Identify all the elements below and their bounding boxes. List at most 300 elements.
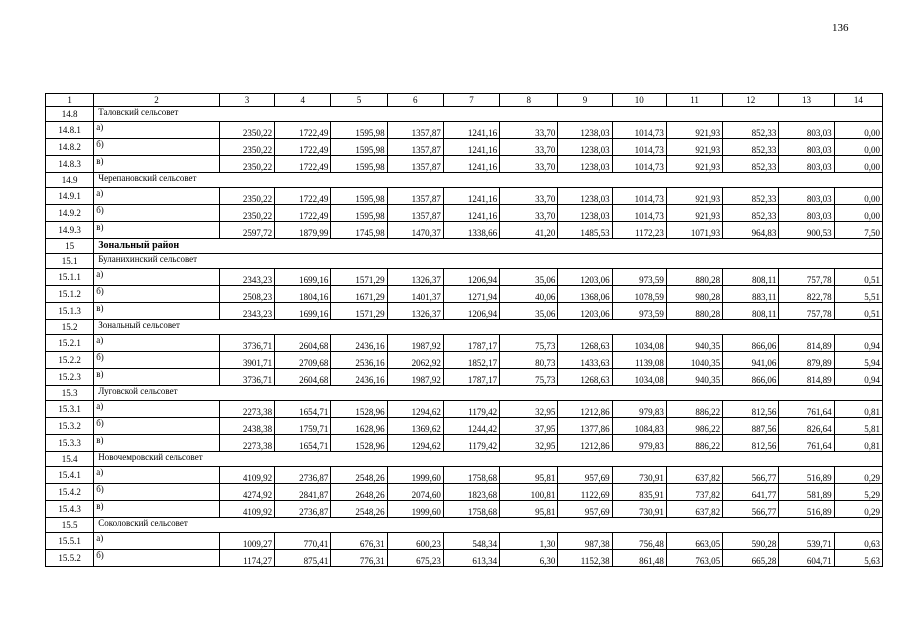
cell-value: 2350,22 bbox=[219, 205, 274, 222]
section-title: Таловский сельсовет bbox=[94, 107, 883, 122]
cell-value: 1999,60 bbox=[387, 467, 443, 484]
row-code: 15.2.3 bbox=[46, 369, 94, 386]
cell-value: 763,05 bbox=[666, 550, 722, 567]
cell-value: 2648,26 bbox=[331, 484, 387, 501]
table-row bbox=[46, 418, 883, 435]
cell-value: 1034,08 bbox=[612, 335, 666, 352]
cell-value: 900,53 bbox=[779, 222, 834, 239]
cell-value: 2841,87 bbox=[275, 484, 331, 501]
cell-value: 613,34 bbox=[443, 550, 499, 567]
row-variant: б) bbox=[94, 550, 220, 567]
section-row bbox=[46, 173, 883, 188]
cell-value: 921,93 bbox=[666, 139, 722, 156]
cell-value: 880,28 bbox=[666, 269, 722, 286]
cell-value: 3736,71 bbox=[219, 335, 274, 352]
cell-value: 1987,92 bbox=[387, 335, 443, 352]
section-code: 14.9 bbox=[46, 173, 94, 188]
cell-value: 4109,92 bbox=[219, 467, 274, 484]
cell-value: 1787,17 bbox=[443, 369, 499, 386]
cell-value: 33,70 bbox=[500, 122, 558, 139]
cell-value: 1238,03 bbox=[558, 156, 612, 173]
column-header: 6 bbox=[387, 94, 443, 107]
table-row bbox=[46, 139, 883, 156]
cell-value: 1152,38 bbox=[558, 550, 612, 567]
cell-value: 37,95 bbox=[500, 418, 558, 435]
cell-value: 2436,16 bbox=[331, 335, 387, 352]
cell-value: 75,73 bbox=[500, 369, 558, 386]
cell-value: 835,91 bbox=[612, 484, 666, 501]
cell-value: 641,77 bbox=[723, 484, 779, 501]
cell-value: 1271,94 bbox=[443, 286, 499, 303]
row-code: 14.9.2 bbox=[46, 205, 94, 222]
cell-value: 921,93 bbox=[666, 156, 722, 173]
cell-value: 1238,03 bbox=[558, 188, 612, 205]
cell-value: 875,41 bbox=[275, 550, 331, 567]
cell-value: 1294,62 bbox=[387, 435, 443, 452]
cell-value: 2736,87 bbox=[275, 467, 331, 484]
cell-value: 2709,68 bbox=[275, 352, 331, 369]
cell-value: 1034,08 bbox=[612, 369, 666, 386]
cell-value: 826,64 bbox=[779, 418, 834, 435]
cell-value: 0,81 bbox=[834, 401, 882, 418]
cell-value: 1206,94 bbox=[443, 269, 499, 286]
section-row bbox=[46, 518, 883, 533]
cell-value: 1528,96 bbox=[331, 401, 387, 418]
cell-value: 1377,86 bbox=[558, 418, 612, 435]
row-variant: б) bbox=[94, 418, 220, 435]
cell-value: 1203,06 bbox=[558, 269, 612, 286]
cell-value: 1241,16 bbox=[443, 139, 499, 156]
cell-value: 1238,03 bbox=[558, 139, 612, 156]
cell-value: 0,29 bbox=[834, 501, 882, 518]
cell-value: 964,83 bbox=[723, 222, 779, 239]
row-code: 14.9.3 bbox=[46, 222, 94, 239]
row-variant: а) bbox=[94, 533, 220, 550]
table-row bbox=[46, 156, 883, 173]
table-row bbox=[46, 484, 883, 501]
cell-value: 1759,71 bbox=[275, 418, 331, 435]
cell-value: 940,35 bbox=[666, 369, 722, 386]
cell-value: 887,56 bbox=[723, 418, 779, 435]
cell-value: 1244,42 bbox=[443, 418, 499, 435]
cell-value: 33,70 bbox=[500, 156, 558, 173]
cell-value: 1,30 bbox=[500, 533, 558, 550]
row-variant: в) bbox=[94, 303, 220, 320]
cell-value: 516,89 bbox=[779, 501, 834, 518]
cell-value: 1745,98 bbox=[331, 222, 387, 239]
cell-value: 987,38 bbox=[558, 533, 612, 550]
cell-value: 1040,35 bbox=[666, 352, 722, 369]
row-code: 15.3.2 bbox=[46, 418, 94, 435]
table-row bbox=[46, 550, 883, 567]
cell-value: 566,77 bbox=[723, 501, 779, 518]
row-code: 15.5.1 bbox=[46, 533, 94, 550]
cell-value: 2062,92 bbox=[387, 352, 443, 369]
cell-value: 2350,22 bbox=[219, 156, 274, 173]
table-row bbox=[46, 188, 883, 205]
cell-value: 2343,23 bbox=[219, 303, 274, 320]
row-variant: а) bbox=[94, 467, 220, 484]
cell-value: 1654,71 bbox=[275, 435, 331, 452]
cell-value: 3736,71 bbox=[219, 369, 274, 386]
cell-value: 1987,92 bbox=[387, 369, 443, 386]
cell-value: 1628,96 bbox=[331, 418, 387, 435]
cell-value: 1571,29 bbox=[331, 303, 387, 320]
section-title: Луговской сельсовет bbox=[94, 386, 883, 401]
cell-value: 1595,98 bbox=[331, 139, 387, 156]
cell-value: 1595,98 bbox=[331, 205, 387, 222]
cell-value: 665,28 bbox=[723, 550, 779, 567]
cell-value: 1122,69 bbox=[558, 484, 612, 501]
cell-value: 100,81 bbox=[500, 484, 558, 501]
cell-value: 1357,87 bbox=[387, 139, 443, 156]
table-row bbox=[46, 286, 883, 303]
cell-value: 95,81 bbox=[500, 467, 558, 484]
cell-value: 0,94 bbox=[834, 369, 882, 386]
section-row bbox=[46, 254, 883, 269]
cell-value: 32,95 bbox=[500, 435, 558, 452]
section-row bbox=[46, 239, 883, 254]
cell-value: 33,70 bbox=[500, 188, 558, 205]
cell-value: 7,50 bbox=[834, 222, 882, 239]
cell-value: 921,93 bbox=[666, 205, 722, 222]
row-code: 15.4.2 bbox=[46, 484, 94, 501]
row-code: 15.5.2 bbox=[46, 550, 94, 567]
cell-value: 761,64 bbox=[779, 401, 834, 418]
cell-value: 814,89 bbox=[779, 335, 834, 352]
row-code: 15.3.1 bbox=[46, 401, 94, 418]
section-title: Черепановский сельсовет bbox=[94, 173, 883, 188]
row-variant: а) bbox=[94, 269, 220, 286]
table-row bbox=[46, 303, 883, 320]
cell-value: 2273,38 bbox=[219, 435, 274, 452]
cell-value: 852,33 bbox=[723, 139, 779, 156]
cell-value: 0,51 bbox=[834, 269, 882, 286]
cell-value: 979,83 bbox=[612, 401, 666, 418]
section-code: 15.1 bbox=[46, 254, 94, 269]
cell-value: 539,71 bbox=[779, 533, 834, 550]
cell-value: 2350,22 bbox=[219, 139, 274, 156]
cell-value: 1014,73 bbox=[612, 139, 666, 156]
cell-value: 5,81 bbox=[834, 418, 882, 435]
cell-value: 941,06 bbox=[723, 352, 779, 369]
cell-value: 2736,87 bbox=[275, 501, 331, 518]
cell-value: 1671,29 bbox=[331, 286, 387, 303]
row-variant: б) bbox=[94, 139, 220, 156]
cell-value: 2273,38 bbox=[219, 401, 274, 418]
cell-value: 0,29 bbox=[834, 467, 882, 484]
cell-value: 2548,26 bbox=[331, 501, 387, 518]
row-code: 15.4.1 bbox=[46, 467, 94, 484]
cell-value: 921,93 bbox=[666, 122, 722, 139]
section-code: 15.3 bbox=[46, 386, 94, 401]
cell-value: 737,82 bbox=[666, 484, 722, 501]
section-row bbox=[46, 452, 883, 467]
cell-value: 1357,87 bbox=[387, 188, 443, 205]
cell-value: 33,70 bbox=[500, 139, 558, 156]
row-variant: в) bbox=[94, 156, 220, 173]
cell-value: 32,95 bbox=[500, 401, 558, 418]
table-row bbox=[46, 122, 883, 139]
cell-value: 1203,06 bbox=[558, 303, 612, 320]
section-title: Буланихинский сельсовет bbox=[94, 254, 883, 269]
cell-value: 600,23 bbox=[387, 533, 443, 550]
cell-value: 803,03 bbox=[779, 188, 834, 205]
cell-value: 1357,87 bbox=[387, 156, 443, 173]
section-code: 15.5 bbox=[46, 518, 94, 533]
cell-value: 40,06 bbox=[500, 286, 558, 303]
cell-value: 516,89 bbox=[779, 467, 834, 484]
cell-value: 1241,16 bbox=[443, 122, 499, 139]
cell-value: 1014,73 bbox=[612, 188, 666, 205]
row-variant: б) bbox=[94, 286, 220, 303]
cell-value: 957,69 bbox=[558, 467, 612, 484]
cell-value: 1433,63 bbox=[558, 352, 612, 369]
row-variant: б) bbox=[94, 484, 220, 501]
cell-value: 1294,62 bbox=[387, 401, 443, 418]
section-code: 14.8 bbox=[46, 107, 94, 122]
row-variant: а) bbox=[94, 335, 220, 352]
row-code: 15.3.3 bbox=[46, 435, 94, 452]
row-variant: а) bbox=[94, 188, 220, 205]
cell-value: 973,59 bbox=[612, 269, 666, 286]
column-header-row bbox=[46, 94, 883, 107]
cell-value: 1241,16 bbox=[443, 188, 499, 205]
column-header: 8 bbox=[500, 94, 558, 107]
cell-value: 1823,68 bbox=[443, 484, 499, 501]
cell-value: 986,22 bbox=[666, 418, 722, 435]
cell-value: 1238,03 bbox=[558, 122, 612, 139]
table-row bbox=[46, 467, 883, 484]
cell-value: 0,00 bbox=[834, 139, 882, 156]
cell-value: 1338,66 bbox=[443, 222, 499, 239]
table-row bbox=[46, 435, 883, 452]
cell-value: 973,59 bbox=[612, 303, 666, 320]
cell-value: 2548,26 bbox=[331, 467, 387, 484]
cell-value: 812,56 bbox=[723, 435, 779, 452]
column-header: 4 bbox=[275, 94, 331, 107]
cell-value: 1174,27 bbox=[219, 550, 274, 567]
cell-value: 1238,03 bbox=[558, 205, 612, 222]
cell-value: 0,63 bbox=[834, 533, 882, 550]
cell-value: 1804,16 bbox=[275, 286, 331, 303]
cell-value: 1014,73 bbox=[612, 156, 666, 173]
cell-value: 5,94 bbox=[834, 352, 882, 369]
row-variant: а) bbox=[94, 122, 220, 139]
cell-value: 1470,37 bbox=[387, 222, 443, 239]
cell-value: 4109,92 bbox=[219, 501, 274, 518]
row-code: 15.1.1 bbox=[46, 269, 94, 286]
cell-value: 1357,87 bbox=[387, 205, 443, 222]
cell-value: 5,63 bbox=[834, 550, 882, 567]
cell-value: 1071,93 bbox=[666, 222, 722, 239]
cell-value: 852,33 bbox=[723, 122, 779, 139]
cell-value: 0,81 bbox=[834, 435, 882, 452]
cell-value: 852,33 bbox=[723, 205, 779, 222]
cell-value: 1139,08 bbox=[612, 352, 666, 369]
cell-value: 0,00 bbox=[834, 122, 882, 139]
cell-value: 2536,16 bbox=[331, 352, 387, 369]
section-row bbox=[46, 386, 883, 401]
cell-value: 957,69 bbox=[558, 501, 612, 518]
cell-value: 637,82 bbox=[666, 501, 722, 518]
cell-value: 980,28 bbox=[666, 286, 722, 303]
cell-value: 1084,83 bbox=[612, 418, 666, 435]
cell-value: 675,23 bbox=[387, 550, 443, 567]
cell-value: 1014,73 bbox=[612, 122, 666, 139]
table-row bbox=[46, 222, 883, 239]
cell-value: 1212,86 bbox=[558, 435, 612, 452]
row-variant: в) bbox=[94, 222, 220, 239]
cell-value: 637,82 bbox=[666, 467, 722, 484]
cell-value: 1787,17 bbox=[443, 335, 499, 352]
cell-value: 2436,16 bbox=[331, 369, 387, 386]
cell-value: 1326,37 bbox=[387, 269, 443, 286]
column-header: 1 bbox=[46, 94, 94, 107]
cell-value: 2350,22 bbox=[219, 188, 274, 205]
cell-value: 2597,72 bbox=[219, 222, 274, 239]
cell-value: 1595,98 bbox=[331, 156, 387, 173]
column-header: 13 bbox=[779, 94, 834, 107]
cell-value: 1078,59 bbox=[612, 286, 666, 303]
column-header: 14 bbox=[834, 94, 882, 107]
cell-value: 2508,23 bbox=[219, 286, 274, 303]
cell-value: 1206,94 bbox=[443, 303, 499, 320]
cell-value: 5,51 bbox=[834, 286, 882, 303]
row-variant: в) bbox=[94, 369, 220, 386]
cell-value: 1009,27 bbox=[219, 533, 274, 550]
cell-value: 866,06 bbox=[723, 335, 779, 352]
cell-value: 0,00 bbox=[834, 205, 882, 222]
row-code: 14.8.3 bbox=[46, 156, 94, 173]
row-code: 15.1.2 bbox=[46, 286, 94, 303]
cell-value: 0,00 bbox=[834, 188, 882, 205]
cell-value: 886,22 bbox=[666, 435, 722, 452]
cell-value: 1485,53 bbox=[558, 222, 612, 239]
cell-value: 5,29 bbox=[834, 484, 882, 501]
cell-value: 1595,98 bbox=[331, 188, 387, 205]
cell-value: 1268,63 bbox=[558, 335, 612, 352]
cell-value: 1241,16 bbox=[443, 156, 499, 173]
cell-value: 6,30 bbox=[500, 550, 558, 567]
cell-value: 1722,49 bbox=[275, 188, 331, 205]
cell-value: 1241,16 bbox=[443, 205, 499, 222]
cell-value: 803,03 bbox=[779, 156, 834, 173]
row-variant: а) bbox=[94, 401, 220, 418]
cell-value: 808,11 bbox=[723, 269, 779, 286]
table-row bbox=[46, 401, 883, 418]
section-title: Зональный район bbox=[94, 239, 883, 254]
cell-value: 1654,71 bbox=[275, 401, 331, 418]
cell-value: 581,89 bbox=[779, 484, 834, 501]
table-row bbox=[46, 369, 883, 386]
row-code: 14.8.2 bbox=[46, 139, 94, 156]
row-code: 15.2.1 bbox=[46, 335, 94, 352]
cell-value: 761,64 bbox=[779, 435, 834, 452]
cell-value: 2074,60 bbox=[387, 484, 443, 501]
cell-value: 41,20 bbox=[500, 222, 558, 239]
table-row bbox=[46, 352, 883, 369]
cell-value: 35,06 bbox=[500, 303, 558, 320]
cell-value: 757,78 bbox=[779, 269, 834, 286]
column-header: 3 bbox=[219, 94, 274, 107]
column-header: 2 bbox=[94, 94, 220, 107]
cell-value: 1369,62 bbox=[387, 418, 443, 435]
section-title: Зональный сельсовет bbox=[94, 320, 883, 335]
cell-value: 1172,23 bbox=[612, 222, 666, 239]
cell-value: 866,06 bbox=[723, 369, 779, 386]
cell-value: 0,00 bbox=[834, 156, 882, 173]
table-row bbox=[46, 335, 883, 352]
cell-value: 566,77 bbox=[723, 467, 779, 484]
row-variant: б) bbox=[94, 352, 220, 369]
cell-value: 808,11 bbox=[723, 303, 779, 320]
cell-value: 95,81 bbox=[500, 501, 558, 518]
cell-value: 1528,96 bbox=[331, 435, 387, 452]
cell-value: 3901,71 bbox=[219, 352, 274, 369]
cell-value: 1268,63 bbox=[558, 369, 612, 386]
cell-value: 75,73 bbox=[500, 335, 558, 352]
cell-value: 814,89 bbox=[779, 369, 834, 386]
column-header: 10 bbox=[612, 94, 666, 107]
section-code: 15 bbox=[46, 239, 94, 254]
cell-value: 770,41 bbox=[275, 533, 331, 550]
cell-value: 2604,68 bbox=[275, 369, 331, 386]
cell-value: 803,03 bbox=[779, 122, 834, 139]
cell-value: 979,83 bbox=[612, 435, 666, 452]
row-code: 15.2.2 bbox=[46, 352, 94, 369]
cell-value: 730,91 bbox=[612, 467, 666, 484]
cell-value: 1401,37 bbox=[387, 286, 443, 303]
section-row bbox=[46, 107, 883, 122]
cell-value: 1357,87 bbox=[387, 122, 443, 139]
cell-value: 803,03 bbox=[779, 205, 834, 222]
section-code: 15.2 bbox=[46, 320, 94, 335]
cell-value: 1212,86 bbox=[558, 401, 612, 418]
row-code: 15.4.3 bbox=[46, 501, 94, 518]
section-row bbox=[46, 320, 883, 335]
cell-value: 1999,60 bbox=[387, 501, 443, 518]
cell-value: 1879,99 bbox=[275, 222, 331, 239]
tariff-table bbox=[45, 93, 883, 567]
cell-value: 1699,16 bbox=[275, 269, 331, 286]
section-code: 15.4 bbox=[46, 452, 94, 467]
cell-value: 1014,73 bbox=[612, 205, 666, 222]
cell-value: 1326,37 bbox=[387, 303, 443, 320]
cell-value: 1699,16 bbox=[275, 303, 331, 320]
cell-value: 1722,49 bbox=[275, 122, 331, 139]
column-header: 11 bbox=[666, 94, 722, 107]
cell-value: 4274,92 bbox=[219, 484, 274, 501]
row-code: 14.8.1 bbox=[46, 122, 94, 139]
cell-value: 1758,68 bbox=[443, 501, 499, 518]
table-row bbox=[46, 533, 883, 550]
cell-value: 2438,38 bbox=[219, 418, 274, 435]
column-header: 12 bbox=[723, 94, 779, 107]
cell-value: 1722,49 bbox=[275, 156, 331, 173]
cell-value: 0,51 bbox=[834, 303, 882, 320]
cell-value: 886,22 bbox=[666, 401, 722, 418]
cell-value: 2604,68 bbox=[275, 335, 331, 352]
cell-value: 1852,17 bbox=[443, 352, 499, 369]
cell-value: 1179,42 bbox=[443, 435, 499, 452]
row-code: 14.9.1 bbox=[46, 188, 94, 205]
column-header: 7 bbox=[443, 94, 499, 107]
row-variant: в) bbox=[94, 435, 220, 452]
cell-value: 604,71 bbox=[779, 550, 834, 567]
cell-value: 921,93 bbox=[666, 188, 722, 205]
table-row bbox=[46, 501, 883, 518]
